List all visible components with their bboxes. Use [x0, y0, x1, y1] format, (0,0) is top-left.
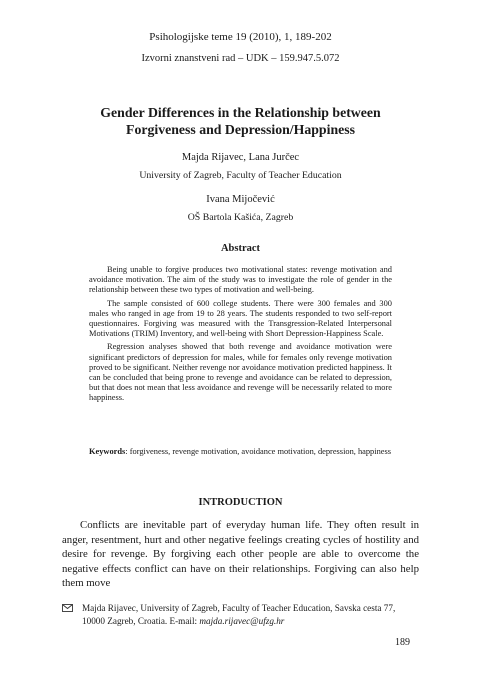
keywords-label: Keywords	[89, 447, 126, 456]
author-names-2: Ivana Mijočević	[206, 194, 275, 205]
author-affiliation-2: OŠ Bartola Kašića, Zagreb	[187, 212, 294, 223]
author-names-1: Majda Rijavec, Lana Jurčec	[181, 152, 300, 163]
abstract-heading: Abstract	[220, 243, 261, 254]
abstract-paragraph-2: The sample consisted of 600 college students. There were 300 females and 300 males who ranged in age from 19 to 28 years. The students responded to two self-report questionnaires. Forgiving was measured with the Transgression-Related Interpersonal Motivations (TRIM) Inventory, and well-being with Short Depression-Happiness Scale.	[89, 298, 392, 339]
journal-citation: Psihologijske teme 19 (2010), 1, 189-202	[149, 31, 332, 43]
footnote-text: Majda Rijavec, University of Zagreb, Faculty of Teacher Education, Savska cesta 77, 10000 Zagreb, Croatia. E-mail:	[82, 603, 396, 626]
title-line-2: Forgiveness and Depression/Happiness	[126, 122, 355, 137]
abstract-paragraph-3: Regression analyses showed that both revenge and avoidance motivation were significant predictors of depression for males, while for females only revenge motivation proved to be significant. Neither revenge nor avoidance motivation predicted happiness. It can be concluded that being prone to revenge and avoidance can be related to depression, but that does not mean that less avoidance and revenge will be necessarily related to more happiness.	[89, 342, 392, 403]
envelope-icon	[62, 604, 73, 612]
article-type: Izvorni znanstveni rad – UDK – 159.947.5.072	[141, 53, 340, 64]
introduction-heading: INTRODUCTION	[198, 497, 283, 508]
keywords	[89, 447, 392, 457]
paper-title	[0, 104, 481, 138]
abstract-body	[89, 265, 392, 407]
title-line-1: Gender Differences in the Relationship between	[100, 105, 381, 120]
abstract-paragraph-1: Being unable to forgive produces two motivational states: revenge motivation and avoidance motivation. The aim of the study was to investigate the role of gender in the relationship between these two types of motivation and well-being.	[89, 265, 392, 295]
footnote-email[interactable]: majda.rijavec@ufzg.hr	[199, 616, 285, 626]
introduction-body	[62, 518, 419, 591]
footnote-text-wrap	[82, 602, 419, 628]
footnote	[62, 602, 419, 628]
introduction-paragraph: Conflicts are inevitable part of everyday human life. They often result in anger, resentment, hurt and other negative feelings creating cycles of hostility and desire for revenge. By forgiving each other people are able to overcome the negative effects conflict can have on their relationships. Forgiving can also help them move	[62, 519, 419, 590]
page-number: 189	[395, 637, 410, 648]
keywords-text: : forgiveness, revenge motivation, avoidance motivation, depression, happiness	[125, 447, 391, 456]
author-affiliation-1: University of Zagreb, Faculty of Teacher Education	[139, 170, 342, 181]
